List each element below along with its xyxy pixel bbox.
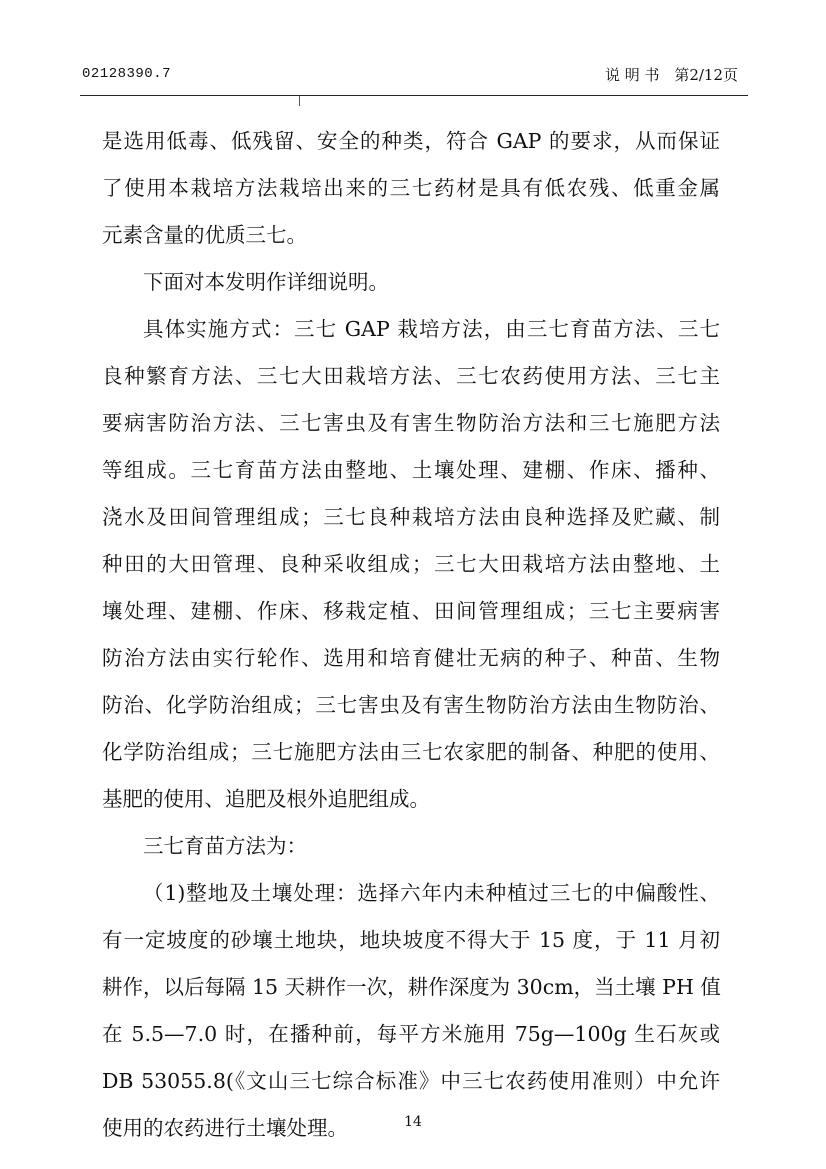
- page-label: 第2/12页: [674, 66, 738, 84]
- text-line: （1)整地及土壤处理：选择六年内未种植过三七的中偏酸性、: [143, 881, 720, 905]
- body-text: [102, 118, 720, 1152]
- text-line: 壤处理、建棚、作床、移栽定植、田间管理组成；三七主要病害: [102, 599, 720, 623]
- page-header-label: [605, 64, 738, 85]
- text-line: 三七育苗方法为：: [143, 834, 307, 858]
- text-line: 在 5.5—7.0 时，在播种前，每平方米施用 75g—100g 生石灰或: [102, 1022, 720, 1046]
- page-number: 14: [404, 1114, 422, 1130]
- text-line: 种田的大田管理、良种采收组成；三七大田栽培方法由整地、土: [102, 552, 720, 576]
- text-line: 基肥的使用、追肥及根外追肥组成。: [102, 787, 430, 811]
- text-line: 下面对本发明作详细说明。: [143, 270, 389, 294]
- text-line: 是选用低毒、低残留、安全的种类，符合 GAP 的要求，从而保证: [102, 129, 720, 153]
- text-line: 防治方法由实行轮作、选用和培育健壮无病的种子、种苗、生物: [102, 646, 720, 670]
- margin-mark: [299, 96, 300, 106]
- text-line: 耕作，以后每隔 15 天耕作一次，耕作深度为 30cm，当土壤 PH 值: [102, 975, 721, 999]
- text-line: 使用的农药进行土壤处理。: [102, 1116, 348, 1140]
- text-line: DB 53055.8(《文山三七综合标准》中三七农药使用准则）中允许: [102, 1069, 720, 1093]
- text-line: 了使用本栽培方法栽培出来的三七药材是具有低农残、低重金属: [102, 176, 720, 200]
- text-line: 要病害防治方法、三七害虫及有害生物防治方法和三七施肥方法: [102, 411, 720, 435]
- text-line: 具体实施方式：三七 GAP 栽培方法，由三七育苗方法、三七: [143, 317, 720, 341]
- text-line: 浇水及田间管理组成；三七良种栽培方法由良种选择及贮藏、制: [102, 505, 720, 529]
- text-line: 化学防治组成；三七施肥方法由三七农家肥的制备、种肥的使用、: [102, 740, 720, 764]
- text-line: 防治、化学防治组成；三七害虫及有害生物防治方法由生物防治、: [102, 693, 720, 717]
- header-rule: [80, 95, 748, 96]
- text-line: 良种繁育方法、三七大田栽培方法、三七农药使用方法、三七主: [102, 364, 720, 388]
- text-line: 元素含量的优质三七。: [102, 223, 307, 247]
- doc-type: 说 明 书: [604, 66, 660, 84]
- application-number: 02128390.7: [82, 66, 172, 82]
- text-line: 等组成。三七育苗方法由整地、土壤处理、建棚、作床、播种、: [102, 458, 720, 482]
- text-line: 有一定坡度的砂壤土地块，地块坡度不得大于 15 度，于 11 月初: [102, 928, 720, 952]
